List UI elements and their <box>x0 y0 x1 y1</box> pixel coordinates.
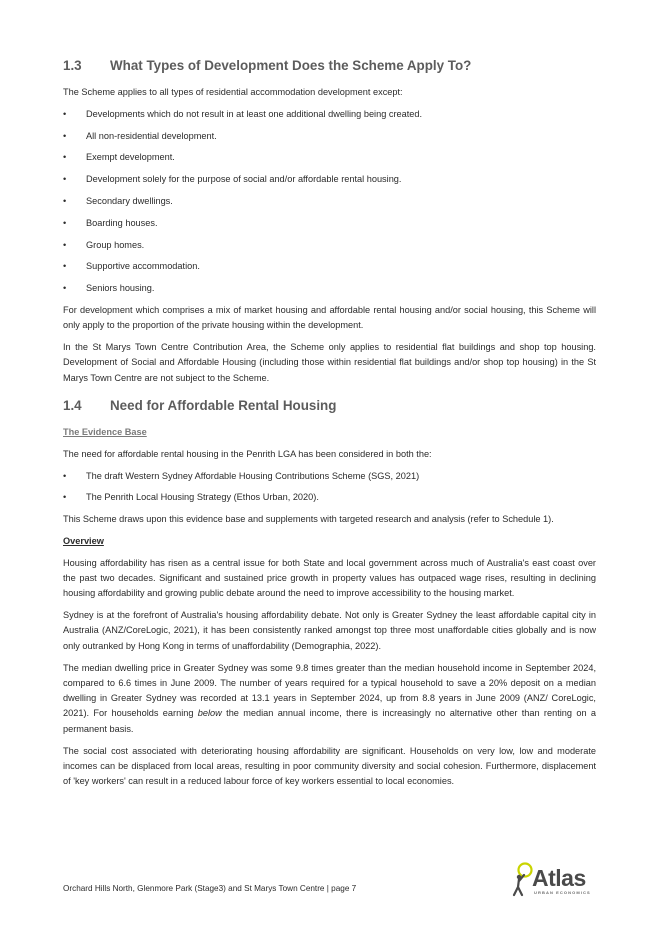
section-1-3-heading <box>63 58 596 73</box>
evidence-base-heading: The Evidence Base <box>63 426 147 437</box>
section-1-3-title: What Types of Development Does the Scheme Apply To? <box>110 58 472 73</box>
overview-p3-emphasis: below <box>197 708 222 719</box>
evidence-intro: The need for affordable rental housing in the Penrith LGA has been considered in both the: <box>63 448 432 459</box>
list-item: • Developments which do not result in at least one additional dwelling being created. <box>63 107 596 122</box>
list-item: • Development solely for the purpose of social and/or affordable rental housing. <box>63 172 596 187</box>
atlas-logo <box>508 862 598 898</box>
paragraph-st-marys: In the St Marys Town Centre Contribution Area, the Scheme only applies to residential flat buildings and shop top housing. Development of Social and Affordable Housing (including those within residential flat buildings and/or shop top housing) in the St Marys Town Centre are not subject to the Scheme. <box>63 342 596 383</box>
list-item: • The Penrith Local Housing Strategy (Ethos Urban, 2020). <box>63 490 596 505</box>
section-1-4-number: 1.4 <box>63 397 82 413</box>
overview-p3-text-after: the median annual income, there is increasingly no alternative other than renting on a permanent basis. <box>63 708 597 734</box>
paragraph-mixed-development: For development which comprises a mix of market housing and affordable rental housing and/or social housing, this Scheme will only apply to the proportion of the private housing within the development. <box>63 304 596 331</box>
list-item: • Group homes. <box>63 238 596 253</box>
overview-paragraph-3 <box>63 661 596 737</box>
list-item: • Seniors housing. <box>63 281 596 296</box>
exceptions-list <box>63 107 596 297</box>
overview-paragraph-1: Housing affordability has risen as a central issue for both State and local government across much of Australia's east coast over the past two decades. Significant and sustained price growth in property values has outpaced wage rises, resulting in declining housing affordability and growing public debate around the need to improve accessibility to the housing market. <box>63 557 596 599</box>
document-page <box>63 58 596 796</box>
list-item: • Boarding houses. <box>63 216 596 231</box>
overview-paragraph-4: The social cost associated with deteriorating housing affordability are significant. Households on very low, low and moderate incomes can be displaced from local areas, resulting in poor community diversity and social cohesion. Furthermore, displacement of 'key workers' can result in a reduced labour force of key workers essential to local economies. <box>63 745 596 787</box>
overview-p3-text-before: The median dwelling price in Greater Sydney was some 9.8 times greater than the median household income in September 2024, compared to 6.6 times in June 2009. The number of years required for a typical household to save a 20% deposit on a median dwelling in Greater Sydney was recorded at 13.1 years in September 2024, up from 8.8 years in June 2009 (ANZ/ CoreLogic, 2021). For households earning <box>63 662 596 719</box>
section-1-3-number: 1.3 <box>63 58 82 73</box>
page-footer: Orchard Hills North, Glenmore Park (Stage3) and St Marys Town Centre | page 7 <box>63 884 357 893</box>
list-item: • All non-residential development. <box>63 129 596 144</box>
overview-heading: Overview <box>63 535 104 546</box>
list-item: • Supportive accommodation. <box>63 259 596 274</box>
section-1-4-heading <box>63 398 596 413</box>
list-item: • Secondary dwellings. <box>63 194 596 209</box>
logo-wordmark: Atlas <box>532 865 586 891</box>
logo-tagline: URBAN ECONOMICS <box>534 890 591 895</box>
list-item: • The draft Western Sydney Affordable Housing Contributions Scheme (SGS, 2021) <box>63 469 596 484</box>
evidence-outro: This Scheme draws upon this evidence base and supplements with targeted research and analysis (refer to Schedule 1). <box>63 514 554 525</box>
section-1-3-intro: The Scheme applies to all types of residential accommodation development except: <box>63 87 403 97</box>
section-1-4-title: Need for Affordable Rental Housing <box>110 397 337 413</box>
evidence-list <box>63 469 596 506</box>
list-item: • Exempt development. <box>63 150 596 165</box>
overview-paragraph-2: Sydney is at the forefront of Australia's housing affordability debate. Not only is Greater Sydney the least affordable capital city in Australia (ANZ/CoreLogic, 2021), it has been consistently ranked amongst top three most unaffordable cities globally and is now only outranked by Hong Kong in terms of unaffordability (Demographia, 2022). <box>63 610 596 651</box>
